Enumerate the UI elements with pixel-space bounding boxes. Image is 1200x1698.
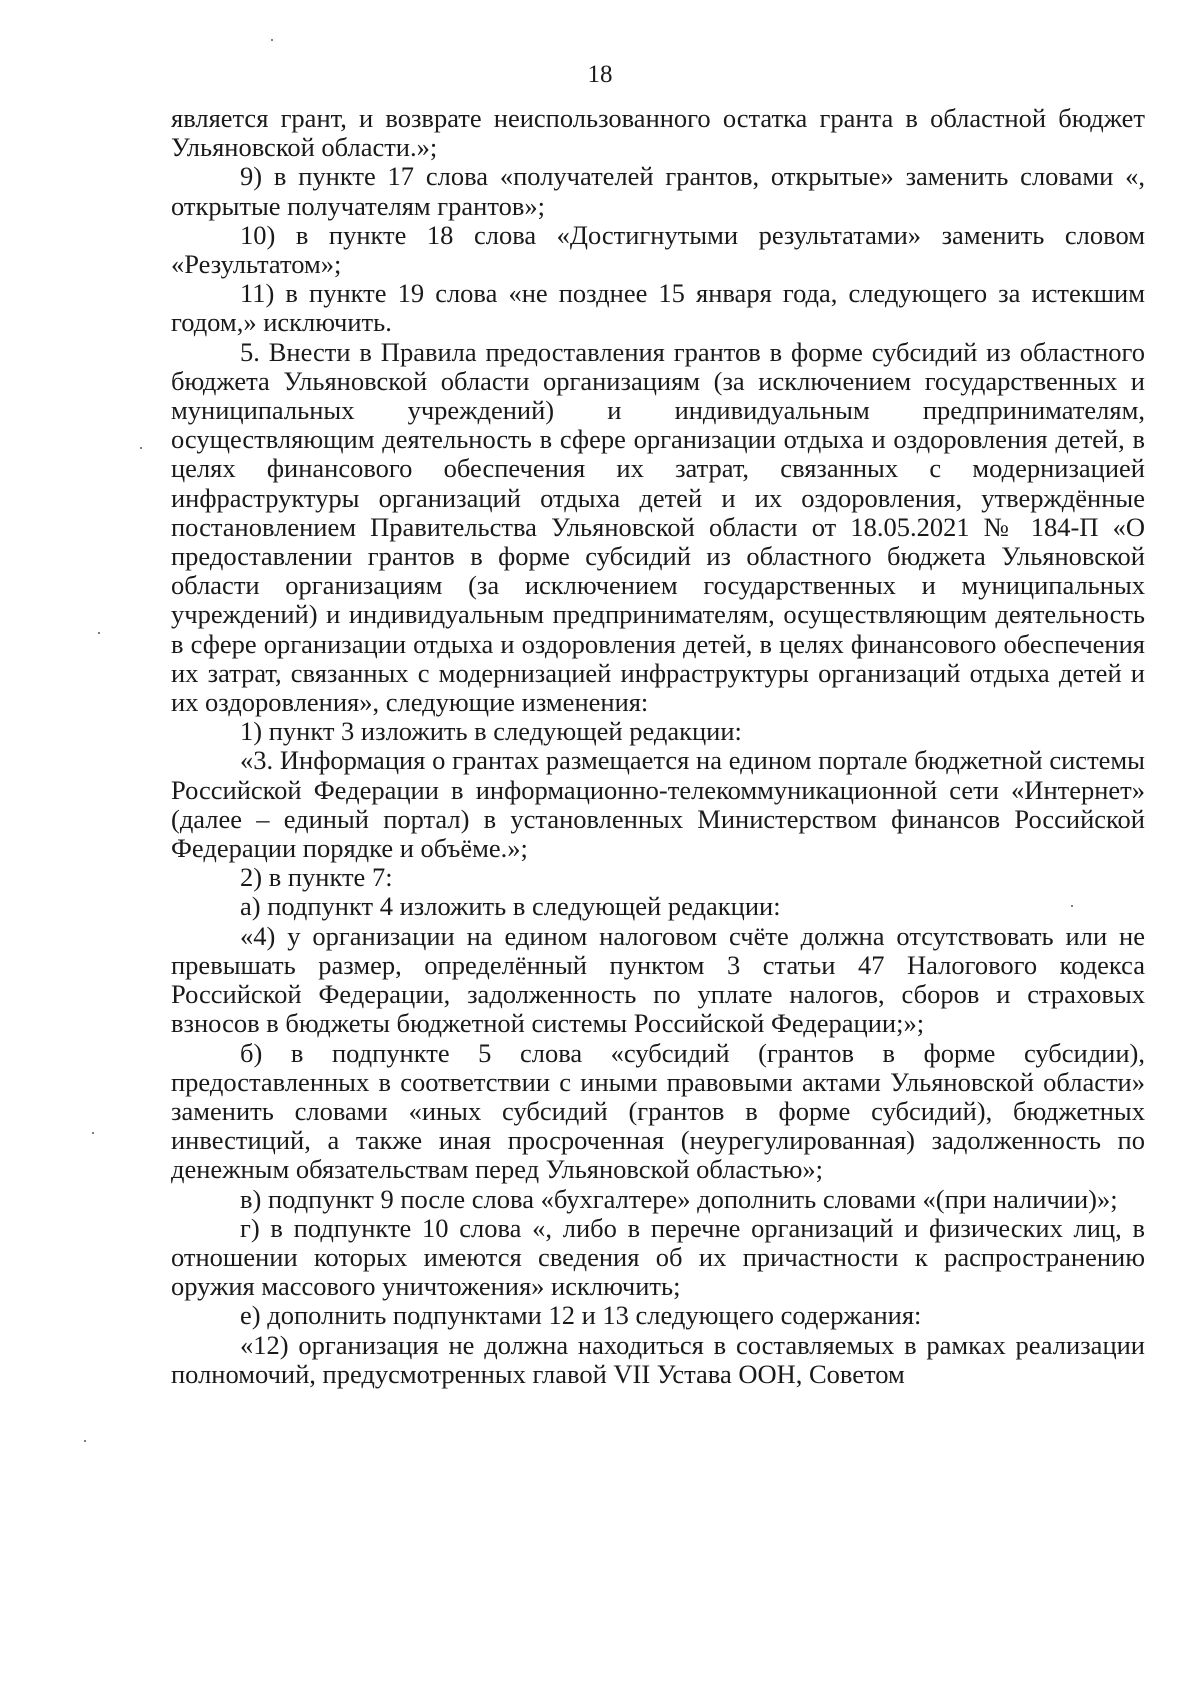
paragraph: «12) организация не должна находиться в составляемых в рамках реализации полномочий, предусмотренных главой VII Устава ООН, Советом [171,1329,1145,1389]
document-body [171,104,1145,1389]
scan-speck [140,447,142,449]
paragraph: 11) в пункте 19 слова «не позднее 15 января года, следующего за истекшим годом,» исключить. [171,278,1145,338]
paragraph: 10) в пункте 18 слова «Достигнутыми результатами» заменить словом «Результатом»; [171,219,1145,280]
paragraph: 5. Внести в Правила предоставления грантов в форме субсидий из областного бюджета Ульяновской области организациям (за исключением государственных и муниципальных учреждений) и индивидуальным предпринимателям, осуществляющим деятельность в сфере организации отдыха и оздоровления детей, в целях финансового обеспечения их затрат, связанных с модернизацией инфраструктуры организаций отдыха детей и их оздоровления, утверждённые постановлением Правительства Ульяновской области от 18.05.2021 № 184-П «О предоставлении грантов в форме субсидий из областного бюджета Ульяновской области организациям (за исключением государственных и муниципальных учреждений) и индивидуальным предпринимателям, осуществляющим деятельность в сфере организации отдыха и оздоровления детей, в целях финансового обеспечения их затрат, связанных с модернизацией инфраструктуры организаций отдыха детей и их оздоровления», следующие изменения: [171,336,1145,718]
paragraph: г) в подпункте 10 слова «, либо в перечне организаций и физических лиц, в отношении которых имеются сведения об их причастности к распространению оружия массового уничтожения» исключить; [171,1212,1145,1302]
paragraph: «4) у организации на едином налоговом счёте должна отсутствовать или не превышать размер, определённый пунктом 3 статьи 47 Налогового кодекса Российской Федерации, задолженность по уплате налогов, сборов и страховых взносов в бюджеты бюджетной системы Российской Федерации;»; [171,920,1145,1039]
page-number: 18 [587,61,613,88]
scan-speck [271,39,273,41]
scan-speck [92,1132,94,1134]
paragraph: «3. Информация о грантах размещается на едином портале бюджетной системы Российской Федерации в информационно-телекоммуникационной сети «Интернет» (далее – единый портал) в установленных Министерством финансов Российской Федерации порядке и объёме.»; [171,745,1145,864]
paragraph: 9) в пункте 17 слова «получателей грантов, открытые» заменить словами «, открытые получателям грантов»; [171,161,1145,221]
paragraph: является грант, и возврате неиспользованного остатка гранта в областной бюджет Ульяновской области.»; [171,103,1145,163]
paragraph: 2) в пункте 7: [240,862,393,893]
scan-speck [98,632,100,634]
paragraph: е) дополнить подпунктами 12 и 13 следующего содержания: [240,1300,922,1331]
paragraph: 1) пункт 3 изложить в следующей редакции: [240,716,742,747]
scan-speck [84,1440,86,1442]
paragraph: в) подпункт 9 после слова «бухгалтере» дополнить словами «(при наличии)»; [240,1183,1118,1214]
paragraph: а) подпункт 4 изложить в следующей редакции: [240,891,781,922]
paragraph: б) в подпункте 5 слова «субсидий (грантов в форме субсидии), предоставленных в соответствии с иными правовыми актами Ульяновской области» заменить словами «иных субсидий (грантов в форме субсидий), бюджетных инвестиций, а также иная просроченная (неурегулированная) задолженность по денежным обязательствам перед Ульяновской областью»; [171,1037,1145,1185]
scan-speck [1071,905,1073,907]
